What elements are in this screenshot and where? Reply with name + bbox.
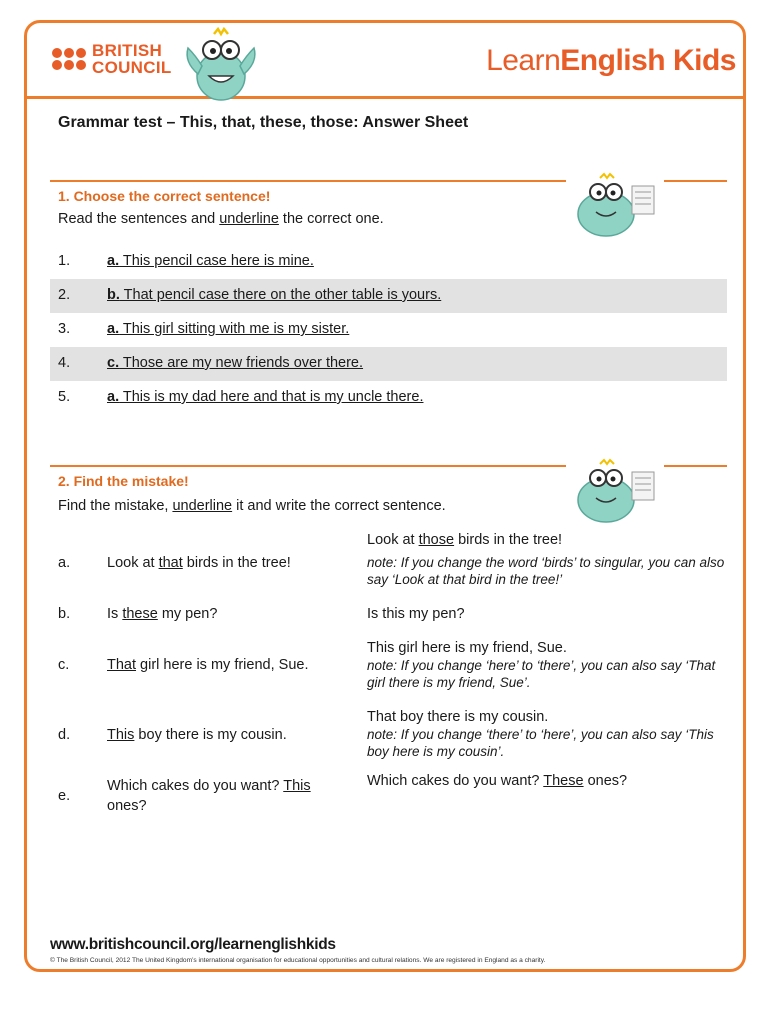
corrected-sentence: This girl here is my friend, Sue. note: If you change ‘here’ to ‘there’, you can also say ‘That girl there is my friend, Sue’. bbox=[367, 639, 727, 691]
section2-rule-right bbox=[664, 465, 727, 467]
mistake-sentence: This boy there is my cousin. bbox=[107, 727, 287, 743]
section1-instructions: Read the sentences and underline the correct one. bbox=[58, 211, 384, 227]
header-divider bbox=[24, 96, 746, 99]
british-council-dots-icon bbox=[52, 48, 86, 70]
correction-note: note: If you change the word ‘birds’ to singular, you can also say ‘Look at that bird in the tree!’ bbox=[367, 555, 725, 587]
mistake-sentence: That girl here is my friend, Sue. bbox=[107, 657, 309, 673]
section2-instructions: Find the mistake, underline it and write the correct sentence. bbox=[58, 498, 446, 514]
monster-with-paper-icon bbox=[568, 172, 660, 240]
bc-logo-line1: BRITISH bbox=[92, 41, 163, 60]
monster-mascot-icon bbox=[176, 26, 266, 106]
answer-row: 2. b. That pencil case there on the other table is yours. bbox=[50, 279, 727, 313]
correction-note: note: If you change ‘there’ to ‘here’, you can also say ‘This boy here is my cousin’. bbox=[367, 727, 714, 759]
corrected-sentence: That boy there is my cousin. note: If you change ‘there’ to ‘here’, you can also say ‘This boy here is my cousin’. bbox=[367, 708, 727, 760]
section1-rule-left bbox=[50, 180, 566, 182]
section1-heading: 1. Choose the correct sentence! bbox=[58, 188, 271, 204]
correction-note: note: If you change ‘here’ to ‘there’, you can also say ‘That girl there is my friend, Sue’. bbox=[367, 658, 716, 690]
footer-copyright: © The British Council, 2012 The United Kingdom’s international organisation for educational opportunities and cultural relations. We are registered in England as a charity. bbox=[50, 957, 546, 964]
corrected-sentence: Is this my pen? bbox=[367, 606, 465, 622]
answer-row: 1. a. This pencil case here is mine. bbox=[58, 253, 314, 269]
answer-row: 4. c. Those are my new friends over there. bbox=[50, 347, 727, 381]
corrected-sentence: Which cakes do you want? These ones? bbox=[367, 773, 628, 789]
british-council-logo bbox=[52, 42, 172, 76]
bc-logo-line2: COUNCIL bbox=[92, 58, 172, 77]
mistake-sentence: Is these my pen? bbox=[107, 606, 218, 622]
answer-row: 5. a. This is my dad here and that is my uncle there. bbox=[58, 389, 424, 405]
monster-with-paper-icon bbox=[568, 458, 660, 526]
mistake-letter: c. bbox=[58, 657, 70, 673]
section1-rule-right bbox=[664, 180, 727, 182]
page-title: Grammar test – This, that, these, those: Answer Sheet bbox=[58, 114, 469, 131]
corrected-sentence: Look at those birds in the tree! note: If you change the word ‘birds’ to singular, you can also say ‘Look at that bird in the tree!’ bbox=[367, 531, 727, 588]
mistake-letter: e. bbox=[58, 788, 71, 804]
mistake-letter: a. bbox=[58, 555, 71, 571]
footer-url: www.britishcouncil.org/learnenglishkids bbox=[50, 936, 336, 953]
mistake-sentence: Which cakes do you want? This ones? bbox=[107, 778, 311, 814]
mistake-letter: d. bbox=[58, 727, 71, 743]
section2-rule-left bbox=[50, 465, 566, 467]
section2-heading: 2. Find the mistake! bbox=[58, 473, 189, 489]
answer-row: 3. a. This girl sitting with me is my sister. bbox=[58, 321, 350, 337]
mistake-sentence: Look at that birds in the tree! bbox=[107, 555, 291, 571]
mistake-letter: b. bbox=[58, 606, 71, 622]
learnenglish-kids-logo: LearnEnglish Kids bbox=[486, 44, 736, 77]
